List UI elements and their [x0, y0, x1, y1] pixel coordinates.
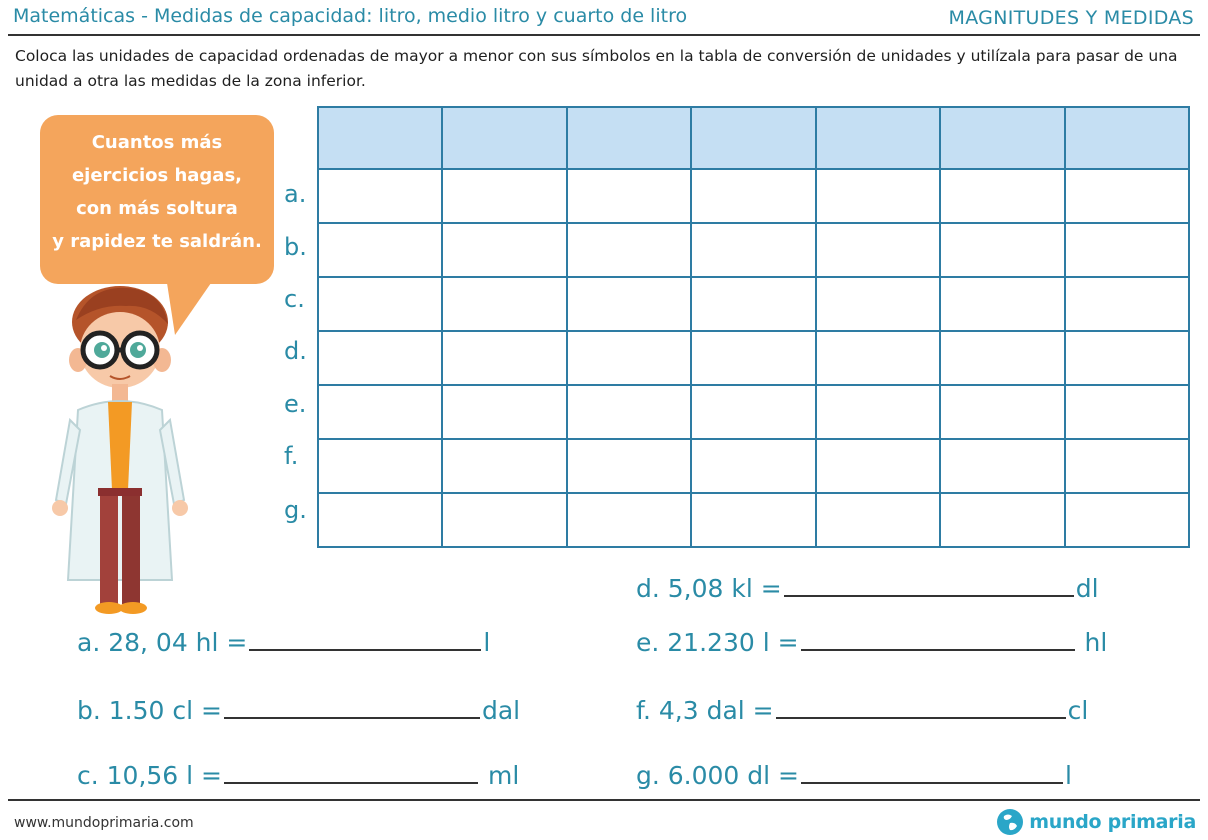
table-cell[interactable]: [318, 223, 442, 277]
table-row: [318, 439, 1189, 493]
exercise-unit: hl: [1084, 628, 1108, 657]
speech-line: y rapidez te saldrán.: [52, 231, 262, 252]
table-cell[interactable]: [940, 331, 1064, 385]
exercise-a: [77, 628, 490, 657]
table-cell[interactable]: [318, 169, 442, 223]
table-row: [318, 331, 1189, 385]
table-cell[interactable]: [442, 493, 566, 547]
table-cell[interactable]: [691, 385, 815, 439]
table-cell[interactable]: [567, 493, 691, 547]
table-cell[interactable]: [940, 493, 1064, 547]
exercise-label: f. 4,3 dal =: [636, 696, 774, 725]
table-cell[interactable]: [816, 385, 940, 439]
table-cell[interactable]: [318, 385, 442, 439]
answer-blank[interactable]: [224, 762, 478, 784]
table-cell[interactable]: [940, 439, 1064, 493]
table-cell[interactable]: [567, 385, 691, 439]
logo-text: mundo primaria: [1029, 811, 1196, 833]
exercise-f: [636, 696, 1088, 725]
exercise-label: d. 5,08 kl =: [636, 574, 782, 603]
exercise-b: [77, 696, 520, 725]
category-title: MAGNITUDES Y MEDIDAS: [948, 7, 1194, 29]
exercise-unit: l: [1065, 761, 1072, 790]
speech-line: con más soltura: [76, 198, 238, 219]
footer-url[interactable]: www.mundoprimaria.com: [14, 815, 194, 831]
table-cell[interactable]: [1065, 331, 1189, 385]
footer-divider: [8, 799, 1200, 801]
table-cell[interactable]: [318, 493, 442, 547]
row-label-d: d.: [284, 337, 307, 365]
exercise-label: c. 10,56 l =: [77, 761, 222, 790]
speech-bubble-text: [40, 126, 274, 258]
table-cell[interactable]: [691, 169, 815, 223]
unit-header-cell[interactable]: [567, 107, 691, 169]
exercise-g: [636, 761, 1072, 790]
table-cell[interactable]: [442, 169, 566, 223]
exercise-c: [77, 761, 519, 790]
answer-blank[interactable]: [224, 697, 480, 719]
table-row: [318, 493, 1189, 547]
table-cell[interactable]: [1065, 493, 1189, 547]
table-cell[interactable]: [442, 385, 566, 439]
table-cell[interactable]: [442, 439, 566, 493]
instructions-text: Coloca las unidades de capacidad ordenadas de mayor a menor con sus símbolos en la tabla de conversión de unidades y utilízala para pasar de una unidad a otra las medidas de la zona inferior.: [15, 47, 1178, 90]
answer-blank[interactable]: [801, 762, 1063, 784]
speech-line: Cuantos más: [91, 132, 223, 153]
speech-line: ejercicios hagas,: [71, 165, 243, 186]
exercise-unit: ml: [488, 761, 520, 790]
table-cell[interactable]: [442, 223, 566, 277]
unit-header-cell[interactable]: [816, 107, 940, 169]
table-row: [318, 223, 1189, 277]
globe-icon: [996, 808, 1024, 836]
exercise-d: [636, 574, 1099, 603]
exercise-unit: l: [483, 628, 491, 657]
table-cell[interactable]: [691, 493, 815, 547]
unit-header-cell[interactable]: [318, 107, 442, 169]
exercise-unit: dal: [481, 696, 521, 725]
table-cell[interactable]: [816, 277, 940, 331]
table-cell[interactable]: [691, 277, 815, 331]
table-header-row: [318, 107, 1189, 169]
table-cell[interactable]: [691, 439, 815, 493]
table-cell[interactable]: [318, 277, 442, 331]
table-cell[interactable]: [691, 223, 815, 277]
answer-blank[interactable]: [801, 629, 1075, 651]
row-label-e: e.: [284, 390, 307, 418]
unit-header-cell[interactable]: [691, 107, 815, 169]
answer-blank[interactable]: [776, 697, 1066, 719]
exercise-unit: dl: [1075, 574, 1099, 603]
table-cell[interactable]: [940, 385, 1064, 439]
unit-header-cell[interactable]: [442, 107, 566, 169]
exercise-label: b. 1.50 cl =: [77, 696, 222, 725]
table-cell[interactable]: [1065, 385, 1189, 439]
table-cell[interactable]: [1065, 169, 1189, 223]
table-cell[interactable]: [567, 439, 691, 493]
table-cell[interactable]: [1065, 223, 1189, 277]
scientist-character-illustration: [40, 280, 190, 620]
table-cell[interactable]: [1065, 277, 1189, 331]
table-cell[interactable]: [567, 331, 691, 385]
row-label-f: f.: [284, 442, 299, 470]
table-cell[interactable]: [318, 439, 442, 493]
row-label-a: a.: [284, 180, 307, 208]
table-cell[interactable]: [567, 223, 691, 277]
table-row: [318, 385, 1189, 439]
table-cell[interactable]: [816, 331, 940, 385]
row-label-g: g.: [284, 496, 307, 524]
table-cell[interactable]: [816, 439, 940, 493]
table-cell[interactable]: [940, 223, 1064, 277]
table-cell[interactable]: [318, 331, 442, 385]
exercise-e: [636, 628, 1107, 657]
unit-header-cell[interactable]: [1065, 107, 1189, 169]
header-divider: [8, 34, 1200, 36]
answer-blank[interactable]: [249, 629, 481, 651]
table-cell[interactable]: [940, 169, 1064, 223]
table-cell[interactable]: [816, 169, 940, 223]
table-cell[interactable]: [691, 331, 815, 385]
table-row: [318, 277, 1189, 331]
exercise-unit: cl: [1067, 696, 1089, 725]
unit-header-cell[interactable]: [940, 107, 1064, 169]
exercise-label: a. 28, 04 hl =: [77, 628, 248, 657]
table-cell[interactable]: [940, 277, 1064, 331]
table-cell[interactable]: [567, 169, 691, 223]
table-cell[interactable]: [816, 223, 940, 277]
table-cell[interactable]: [442, 277, 566, 331]
exercise-label: g. 6.000 dl =: [636, 761, 799, 790]
page-title: Matemáticas - Medidas de capacidad: litro, medio litro y cuarto de litro: [13, 5, 688, 27]
table-cell[interactable]: [567, 277, 691, 331]
conversion-table: [317, 106, 1190, 548]
table-cell[interactable]: [816, 493, 940, 547]
exercise-label: e. 21.230 l =: [636, 628, 799, 657]
row-label-c: c.: [284, 285, 305, 313]
mundo-primaria-logo[interactable]: [996, 808, 1196, 836]
table-row: [318, 169, 1189, 223]
row-label-b: b.: [284, 233, 307, 261]
table-cell[interactable]: [442, 331, 566, 385]
answer-blank[interactable]: [784, 575, 1074, 597]
table-cell[interactable]: [1065, 439, 1189, 493]
